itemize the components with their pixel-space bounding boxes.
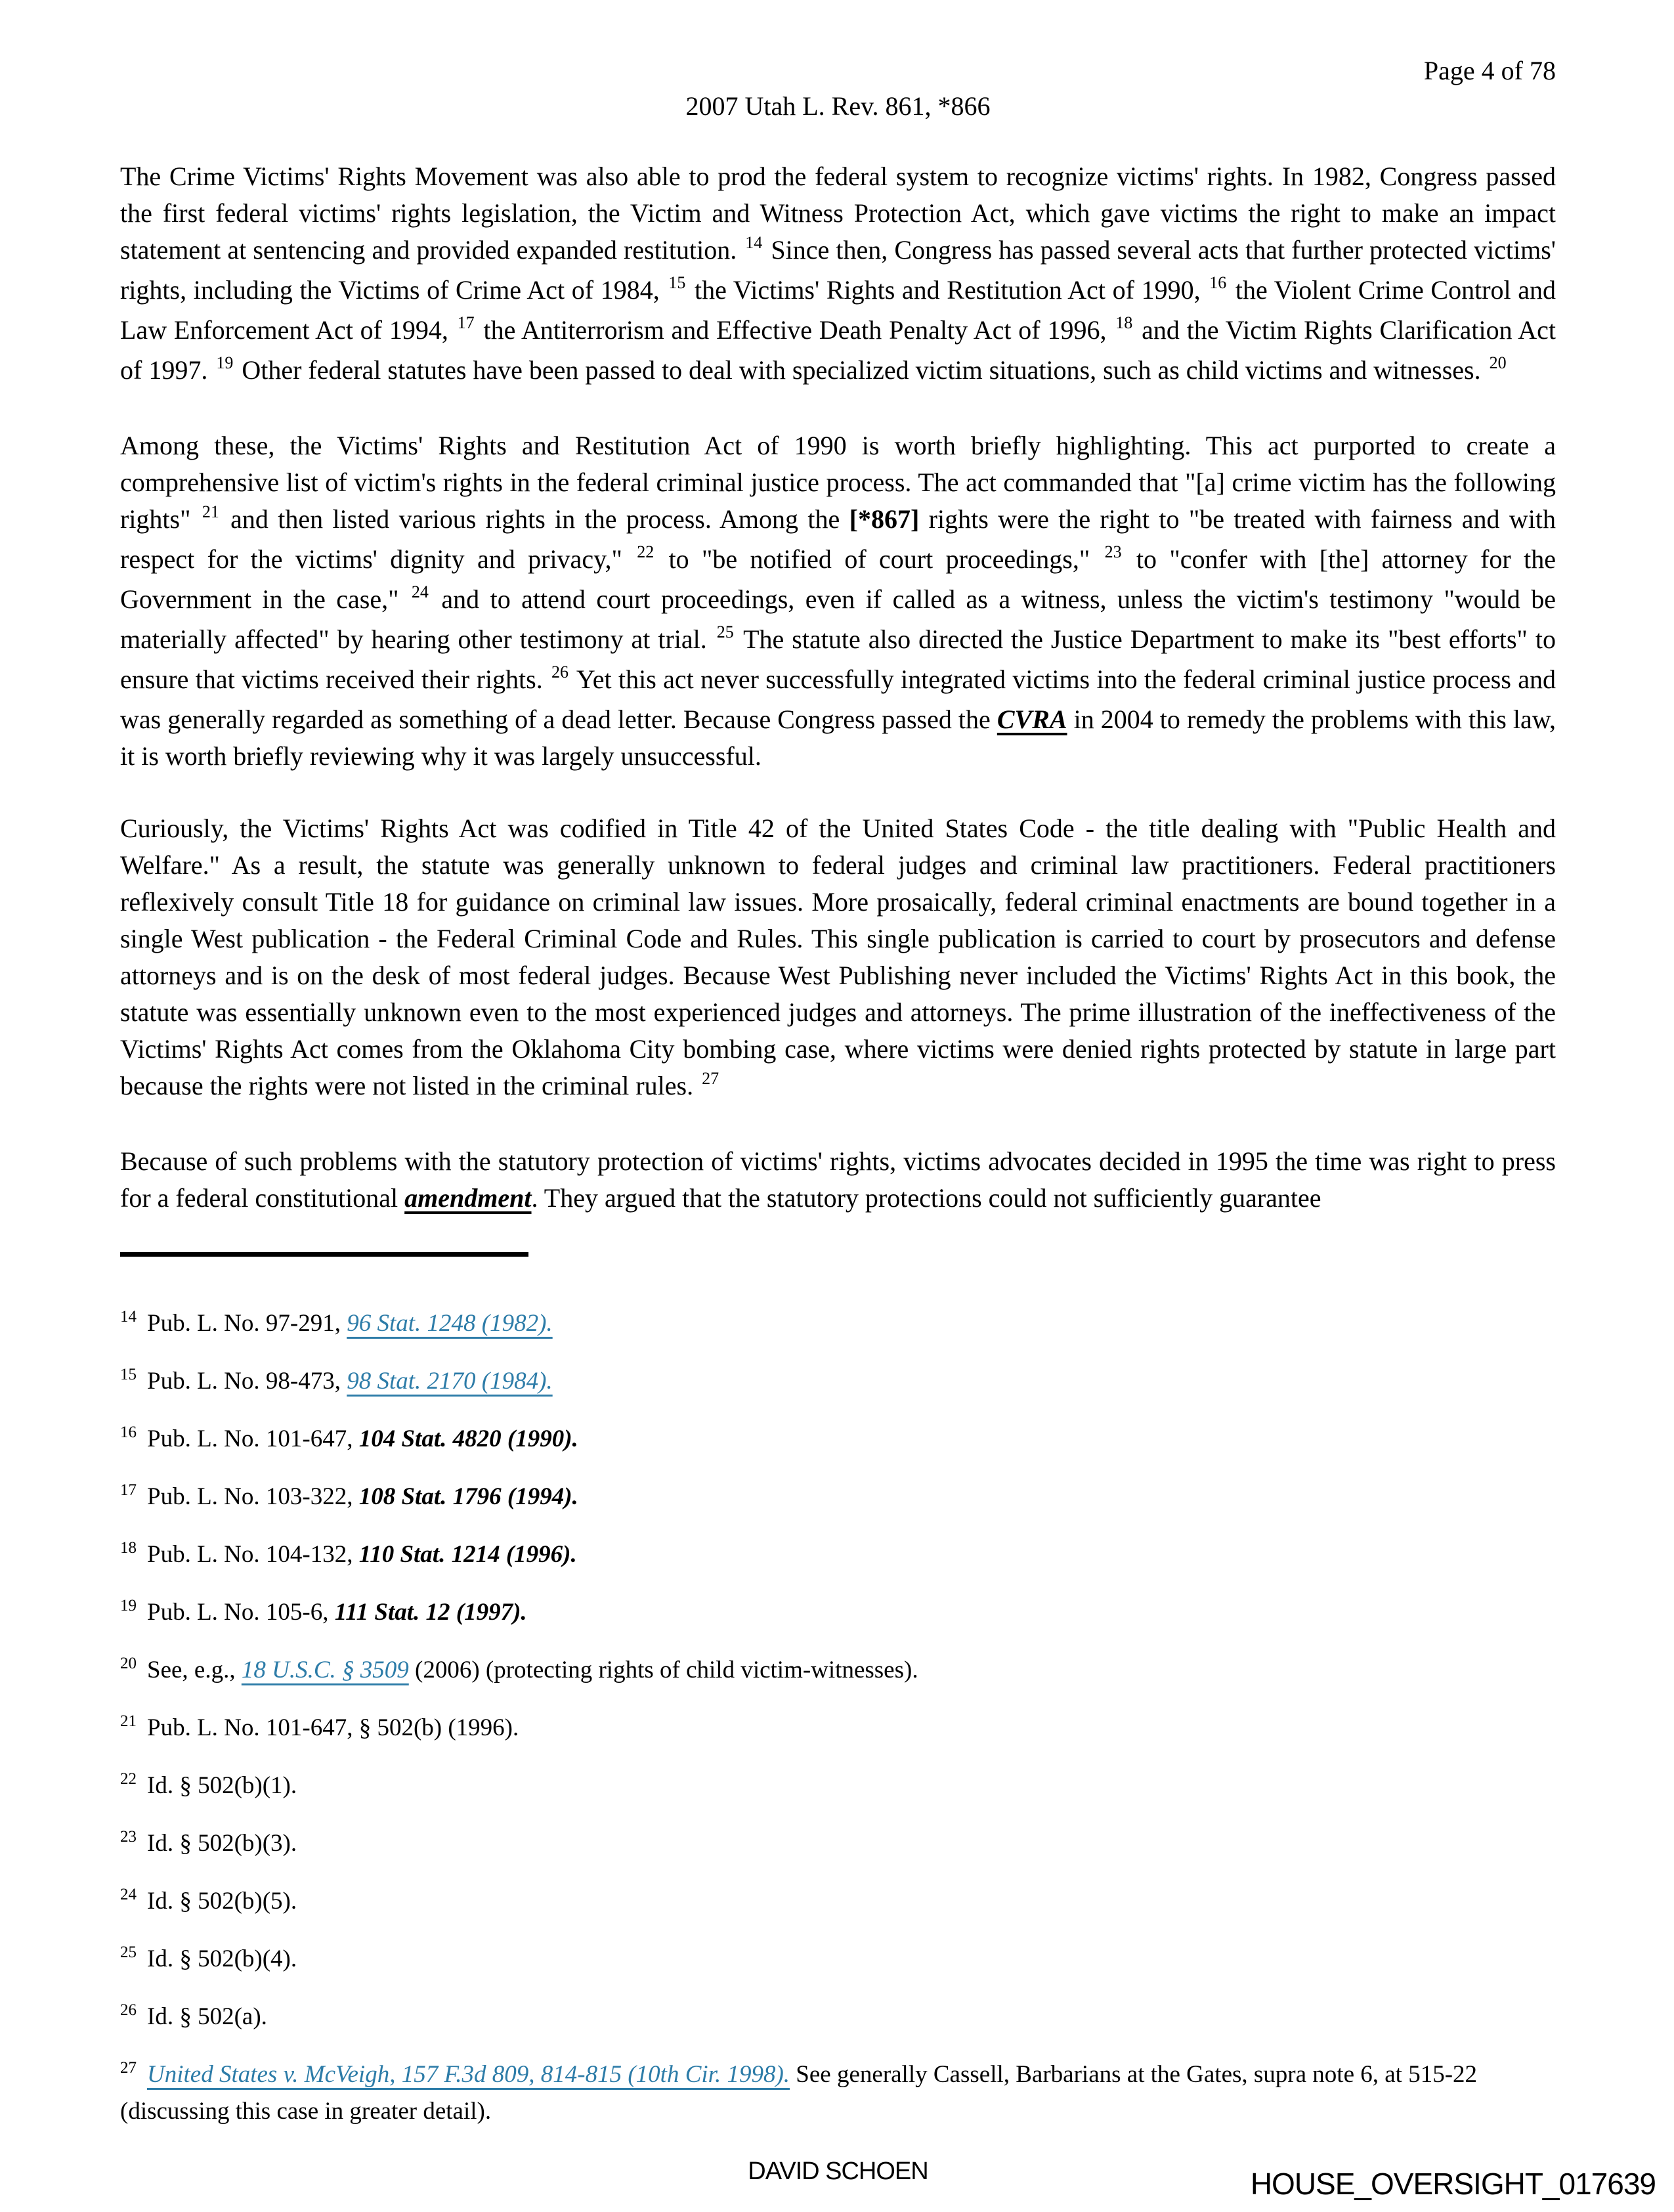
citation-link[interactable]: United States v. McVeigh, 157 F.3d 809, 814-815 (10th Cir. 1998). <box>147 2061 790 2088</box>
footnote-18 <box>120 1538 1556 1574</box>
text-segment: the Victims' Rights and Restitution Act of 1990, <box>687 275 1208 305</box>
text-segment: 26 <box>551 662 569 682</box>
text-segment: 22 <box>637 542 655 561</box>
text-segment: 24 <box>411 582 429 601</box>
footnote-22 <box>120 1769 1556 1806</box>
text-segment: Id. § 502(a). <box>147 2003 267 2030</box>
text-segment: Pub. L. No. 97-291, <box>147 1310 347 1337</box>
footnote-24 <box>120 1884 1556 1921</box>
text-segment: 23 <box>1104 542 1122 561</box>
text-segment: to "confer with [the] attorney for the Government in the case," <box>120 544 1556 614</box>
text-segment: Pub. L. No. 104-132, <box>147 1541 359 1568</box>
footnote-text <box>147 1888 297 1915</box>
text-segment: . They argued that the statutory protections could not sufficiently guarantee <box>531 1183 1321 1213</box>
footnote-19 <box>120 1595 1556 1632</box>
footnote-number: 23 <box>120 1828 137 1846</box>
text-segment: Other federal statutes have been passed to deal with specialized victim situations, such as child victims and witnesses. <box>235 355 1488 385</box>
text-segment: Id. § 502(b)(4). <box>147 1945 297 1972</box>
footnote-text <box>147 1541 577 1568</box>
text-segment: 14 <box>745 233 763 252</box>
footnote-number: 24 <box>120 1886 137 1903</box>
footnote-20 <box>120 1653 1556 1690</box>
text-segment: Id. § 502(b)(3). <box>147 1830 297 1857</box>
author-footer: DAVID SCHOEN <box>748 2158 928 2185</box>
footnote-text <box>147 1945 297 1972</box>
citation-link[interactable]: 98 Stat. 2170 (1984). <box>347 1368 553 1395</box>
text-segment: See generally Cassell, Barbarians at the Gates, supra note 6, at 515-22 (discussing this case in greater detail). <box>120 2061 1478 2125</box>
text-segment: 16 <box>1209 273 1227 292</box>
footnote-text <box>147 1368 553 1395</box>
text-segment: 111 Stat. 12 (1997). <box>334 1599 527 1626</box>
text-segment: 17 <box>457 313 475 332</box>
text-segment: and the Victim Rights Clarification Act of 1997. <box>120 315 1556 385</box>
footnote-text <box>147 1772 297 1799</box>
footnote-14 <box>120 1307 1556 1343</box>
footnote-number: 17 <box>120 1481 137 1499</box>
text-segment: 18 <box>1115 313 1133 332</box>
footnote-text <box>147 1310 553 1337</box>
text-segment: Pub. L. No. 101-647, § 502(b) (1996). <box>147 1714 519 1741</box>
footnote-number: 21 <box>120 1712 137 1730</box>
text-segment: the Violent Crime Control and Law Enforcement Act of 1994, <box>120 275 1556 345</box>
text-segment: 108 Stat. 1796 (1994). <box>358 1483 578 1510</box>
text-segment: (2006) (protecting rights of child victim-witnesses). <box>408 1657 918 1683</box>
text-segment: See, e.g., <box>147 1657 242 1683</box>
citation-link[interactable]: 18 U.S.C. § 3509 <box>241 1657 409 1683</box>
text-segment: 15 <box>668 273 686 292</box>
footnote-21 <box>120 1711 1556 1748</box>
text-segment: Curiously, the Victims' Rights Act was codified in Title 42 of the United States Code - the title dealing with "Public Health and Welfare." As a result, the statute was generally unknown to federal judges and criminal law practitioners. Federal practitioners reflexively consult Title 18 for guidance on criminal law issues. More prosaically, federal criminal enactments are bound together in a single West publication - the Federal Criminal Code and Rules. This single publication is carried to court by prosecutors and defense attorneys and is on the desk of most federal judges. Because West Publishing never included the Victims' Rights Act in this book, the statute was essentially unknown even to the most experienced judges and attorneys. The prime illustration of the ineffectiveness of the Victims' Rights Act comes from the Oklahoma City bombing case, where victims were denied rights protected by statute in large part because the rights were not listed in the criminal rules. <box>120 813 1556 1100</box>
paragraph-4 <box>120 1143 1556 1217</box>
footnote-text <box>147 1599 527 1626</box>
text-segment: in 2004 to remedy the problems with this law, it is worth briefly reviewing why it was largely unsuccessful. <box>120 705 1556 771</box>
footnote-number: 26 <box>120 2001 137 2019</box>
footnote-number: 19 <box>120 1597 137 1615</box>
text-segment: to "be notified of court proceedings," <box>656 544 1103 574</box>
text-segment: Id. § 502(b)(1). <box>147 1772 297 1799</box>
text-segment: 25 <box>716 622 734 641</box>
text-segment: the Antiterrorism and Effective Death Penalty Act of 1996, <box>476 315 1114 345</box>
citation-link[interactable]: 96 Stat. 1248 (1982). <box>347 1310 553 1337</box>
page-number: Page 4 of 78 <box>1423 56 1556 85</box>
text-segment: CVRA <box>997 705 1067 734</box>
text-segment: Pub. L. No. 105-6, <box>147 1599 335 1626</box>
footnote-text <box>147 1425 578 1452</box>
paragraph-2 <box>120 427 1556 775</box>
text-segment: [*867] <box>849 504 920 534</box>
footnote-number: 18 <box>120 1539 137 1557</box>
footnote-16 <box>120 1422 1556 1459</box>
paragraph-1 <box>120 158 1556 392</box>
footnote-text <box>147 1483 578 1510</box>
text-segment: Pub. L. No. 98-473, <box>147 1368 347 1395</box>
text-segment: The statute also directed the Justice Department to make its "best efforts" to ensure that victims received their rights. <box>120 624 1556 694</box>
text-segment: 110 Stat. 1214 (1996). <box>358 1541 577 1568</box>
text-segment: 20 <box>1489 353 1507 372</box>
text-segment: 21 <box>202 502 219 521</box>
footnote-17 <box>120 1480 1556 1517</box>
footnote-number: 16 <box>120 1423 137 1441</box>
footnote-text <box>147 1830 297 1857</box>
footnote-number: 14 <box>120 1308 137 1326</box>
footnotes-section <box>120 1307 1556 2129</box>
footnote-number: 22 <box>120 1770 137 1788</box>
text-segment: Among these, the Victims' Rights and Restitution Act of 1990 is worth briefly highlighting. This act purported to create a comprehensive list of victim's rights in the federal criminal justice process. The act commanded that "[a] crime victim has the following rights" <box>120 431 1556 534</box>
text-segment: amendment <box>404 1183 532 1213</box>
bates-number: HOUSE_OVERSIGHT_017639 <box>1250 2167 1656 2201</box>
footnote-separator <box>120 1252 528 1257</box>
footnote-text <box>147 1714 519 1741</box>
footnote-27 <box>120 2058 1556 2129</box>
footnote-25 <box>120 1942 1556 1979</box>
text-segment: 27 <box>702 1069 719 1088</box>
text-segment: Since then, Congress has passed several acts that further protected victims' rights, including the Victims of Crime Act of 1984, <box>120 235 1556 305</box>
footnote-number: 25 <box>120 1943 137 1961</box>
footnote-15 <box>120 1364 1556 1401</box>
text-segment: Id. § 502(b)(5). <box>147 1888 297 1915</box>
text-segment: Because of such problems with the statutory protection of victims' rights, victims advocates decided in 1995 the time was right to press for a federal constitutional <box>120 1146 1556 1213</box>
citation-header: 2007 Utah L. Rev. 861, *866 <box>685 91 991 121</box>
footnote-text <box>147 2003 267 2030</box>
footnote-23 <box>120 1827 1556 1863</box>
footnote-text <box>120 2061 1477 2125</box>
footnote-26 <box>120 2000 1556 2037</box>
footnote-number: 15 <box>120 1366 137 1383</box>
text-segment: 19 <box>216 353 234 372</box>
text-segment: and to attend court proceedings, even if called as a witness, unless the victim's testimony "would be materially affected" by hearing other testimony at trial. <box>120 584 1556 654</box>
text-segment: rights were the right to "be treated with fairness and with respect for the victims' dignity and privacy," <box>120 504 1556 574</box>
body-text <box>120 158 1556 1217</box>
text-segment: Yet this act never successfully integrated victims into the federal criminal justice process and was generally regarded as something of a dead letter. Because Congress passed the <box>120 664 1556 734</box>
text-segment: The Crime Victims' Rights Movement was also able to prod the federal system to recognize victims' rights. In 1982, Congress passed the first federal victims' rights legislation, the Victim and Witness Protection Act, which gave victims the right to make an impact statement at sentencing and provided expanded restitution. <box>120 162 1556 265</box>
footnote-number: 27 <box>120 2059 137 2077</box>
text-segment: Pub. L. No. 101-647, <box>147 1425 359 1452</box>
text-segment: Pub. L. No. 103-322, <box>147 1483 359 1510</box>
footnote-text <box>147 1657 918 1683</box>
footnote-number: 20 <box>120 1655 137 1672</box>
paragraph-3 <box>120 810 1556 1108</box>
text-segment: and then listed various rights in the process. Among the <box>221 504 849 534</box>
text-segment: 104 Stat. 4820 (1990). <box>358 1425 578 1452</box>
